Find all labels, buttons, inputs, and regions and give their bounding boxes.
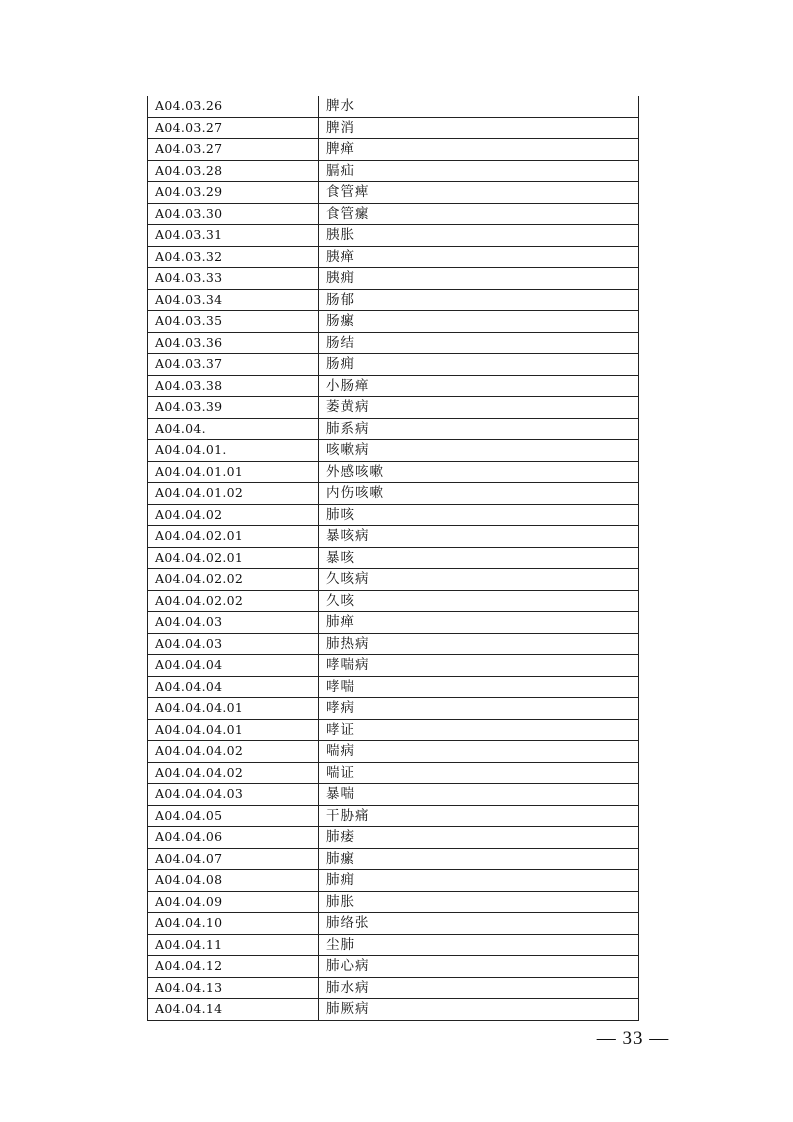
disease-name-cell: 肠瘰 [319, 311, 639, 333]
disease-code-cell: A04.03.27 [148, 117, 319, 139]
disease-code-cell: A04.04.06 [148, 827, 319, 849]
disease-name-cell: 哮证 [319, 719, 639, 741]
table-row [148, 418, 639, 440]
disease-name-cell: 肺瘰 [319, 848, 639, 870]
page-number: — 33 — [596, 1028, 670, 1049]
disease-code-cell: A04.04.02.01 [148, 547, 319, 569]
disease-name-cell: 肺胀 [319, 891, 639, 913]
table-body [148, 96, 639, 1020]
table-row [148, 547, 639, 569]
disease-code-cell: A04.03.33 [148, 268, 319, 290]
disease-name-cell: 肠结 [319, 332, 639, 354]
disease-code-cell: A04.04.05 [148, 805, 319, 827]
disease-code-cell: A04.04.04.01 [148, 698, 319, 720]
disease-code-cell: A04.04.10 [148, 913, 319, 935]
disease-code-cell: A04.04.04.02 [148, 741, 319, 763]
disease-code-cell: A04.03.30 [148, 203, 319, 225]
disease-code-cell: A04.04.04.02 [148, 762, 319, 784]
table-row [148, 655, 639, 677]
disease-name-cell: 胰瘅 [319, 246, 639, 268]
disease-code-cell: A04.04.04 [148, 676, 319, 698]
disease-name-cell: 肺热病 [319, 633, 639, 655]
disease-name-cell: 哮喘 [319, 676, 639, 698]
disease-name-cell: 胰痈 [319, 268, 639, 290]
disease-code-cell: A04.03.39 [148, 397, 319, 419]
disease-code-cell: A04.04.01.02 [148, 483, 319, 505]
disease-code-cell: A04.04.12 [148, 956, 319, 978]
table-row [148, 526, 639, 548]
disease-name-cell: 尘肺 [319, 934, 639, 956]
disease-code-cell: A04.04.04.01 [148, 719, 319, 741]
table-row [148, 569, 639, 591]
disease-code-cell: A04.03.34 [148, 289, 319, 311]
disease-name-cell: 肺痿 [319, 827, 639, 849]
disease-code-cell: A04.04.09 [148, 891, 319, 913]
disease-code-cell: A04.03.32 [148, 246, 319, 268]
disease-name-cell: 小肠瘅 [319, 375, 639, 397]
disease-code-cell: A04.03.35 [148, 311, 319, 333]
table-row [148, 117, 639, 139]
disease-code-cell: A04.04.04.03 [148, 784, 319, 806]
table-row [148, 397, 639, 419]
table-row [148, 504, 639, 526]
table-row [148, 225, 639, 247]
table-row [148, 139, 639, 161]
table-row [148, 182, 639, 204]
disease-code-cell: A04.03.28 [148, 160, 319, 182]
disease-code-cell: A04.04.02.01 [148, 526, 319, 548]
disease-name-cell: 脾消 [319, 117, 639, 139]
table-row [148, 999, 639, 1021]
disease-name-cell: 食管痺 [319, 182, 639, 204]
disease-code-cell: A04.04.02 [148, 504, 319, 526]
table-row [148, 719, 639, 741]
disease-code-cell: A04.03.37 [148, 354, 319, 376]
disease-name-cell: 暴咳病 [319, 526, 639, 548]
disease-name-cell: 肠痈 [319, 354, 639, 376]
disease-name-cell: 肺瘅 [319, 612, 639, 634]
disease-name-cell: 肺厥病 [319, 999, 639, 1021]
table-row [148, 590, 639, 612]
disease-code-cell: A04.04.14 [148, 999, 319, 1021]
disease-name-cell: 久咳病 [319, 569, 639, 591]
disease-name-cell: 内伤咳嗽 [319, 483, 639, 505]
disease-name-cell: 哮喘病 [319, 655, 639, 677]
table-row [148, 440, 639, 462]
table-row [148, 203, 639, 225]
disease-name-cell: 肺痈 [319, 870, 639, 892]
disease-code-cell: A04.04.07 [148, 848, 319, 870]
table-row [148, 784, 639, 806]
table-row [148, 891, 639, 913]
table-row [148, 827, 639, 849]
table-row [148, 375, 639, 397]
disease-code-cell: A04.04.02.02 [148, 569, 319, 591]
disease-name-cell: 脾瘅 [319, 139, 639, 161]
disease-code-cell: A04.04.04 [148, 655, 319, 677]
disease-name-cell: 暴咳 [319, 547, 639, 569]
disease-name-cell: 暴喘 [319, 784, 639, 806]
table-row [148, 612, 639, 634]
disease-code-cell: A04.03.31 [148, 225, 319, 247]
table-row [148, 160, 639, 182]
disease-name-cell: 萎黄病 [319, 397, 639, 419]
table-row [148, 848, 639, 870]
disease-code-cell: A04.04.01. [148, 440, 319, 462]
disease-name-cell: 肺咳 [319, 504, 639, 526]
disease-name-cell: 胰胀 [319, 225, 639, 247]
disease-name-cell: 干胁痛 [319, 805, 639, 827]
disease-name-cell: 肺心病 [319, 956, 639, 978]
disease-code-cell: A04.04.03 [148, 612, 319, 634]
disease-name-cell: 肺水病 [319, 977, 639, 999]
table-row [148, 956, 639, 978]
disease-name-cell: 肺系病 [319, 418, 639, 440]
disease-name-cell: 外感咳嗽 [319, 461, 639, 483]
disease-name-cell: 肠郁 [319, 289, 639, 311]
table-row [148, 332, 639, 354]
disease-code-cell: A04.04. [148, 418, 319, 440]
table-row [148, 289, 639, 311]
table-row [148, 805, 639, 827]
table-row [148, 741, 639, 763]
table-row [148, 934, 639, 956]
table-row [148, 268, 639, 290]
disease-code-cell: A04.03.26 [148, 96, 319, 117]
table-row [148, 762, 639, 784]
disease-code-cell: A04.03.36 [148, 332, 319, 354]
disease-code-table [147, 96, 639, 1021]
disease-code-cell: A04.03.29 [148, 182, 319, 204]
table-row [148, 698, 639, 720]
disease-code-cell: A04.03.27 [148, 139, 319, 161]
table-row [148, 246, 639, 268]
table-row [148, 483, 639, 505]
disease-name-cell: 膈疝 [319, 160, 639, 182]
disease-name-cell: 久咳 [319, 590, 639, 612]
disease-name-cell: 喘病 [319, 741, 639, 763]
disease-name-cell: 喘证 [319, 762, 639, 784]
disease-code-cell: A04.04.01.01 [148, 461, 319, 483]
table-row [148, 870, 639, 892]
disease-name-cell: 脾水 [319, 96, 639, 117]
disease-name-cell: 哮病 [319, 698, 639, 720]
table-row [148, 977, 639, 999]
table-row [148, 96, 639, 117]
disease-code-cell: A04.04.11 [148, 934, 319, 956]
disease-code-cell: A04.04.02.02 [148, 590, 319, 612]
disease-code-cell: A04.04.13 [148, 977, 319, 999]
disease-code-cell: A04.03.38 [148, 375, 319, 397]
table-row [148, 311, 639, 333]
disease-code-cell: A04.04.08 [148, 870, 319, 892]
table-row [148, 913, 639, 935]
disease-name-cell: 肺络张 [319, 913, 639, 935]
disease-name-cell: 食管瘰 [319, 203, 639, 225]
disease-code-cell: A04.04.03 [148, 633, 319, 655]
table-row [148, 676, 639, 698]
table-row [148, 354, 639, 376]
disease-name-cell: 咳嗽病 [319, 440, 639, 462]
table-row [148, 633, 639, 655]
table-row [148, 461, 639, 483]
